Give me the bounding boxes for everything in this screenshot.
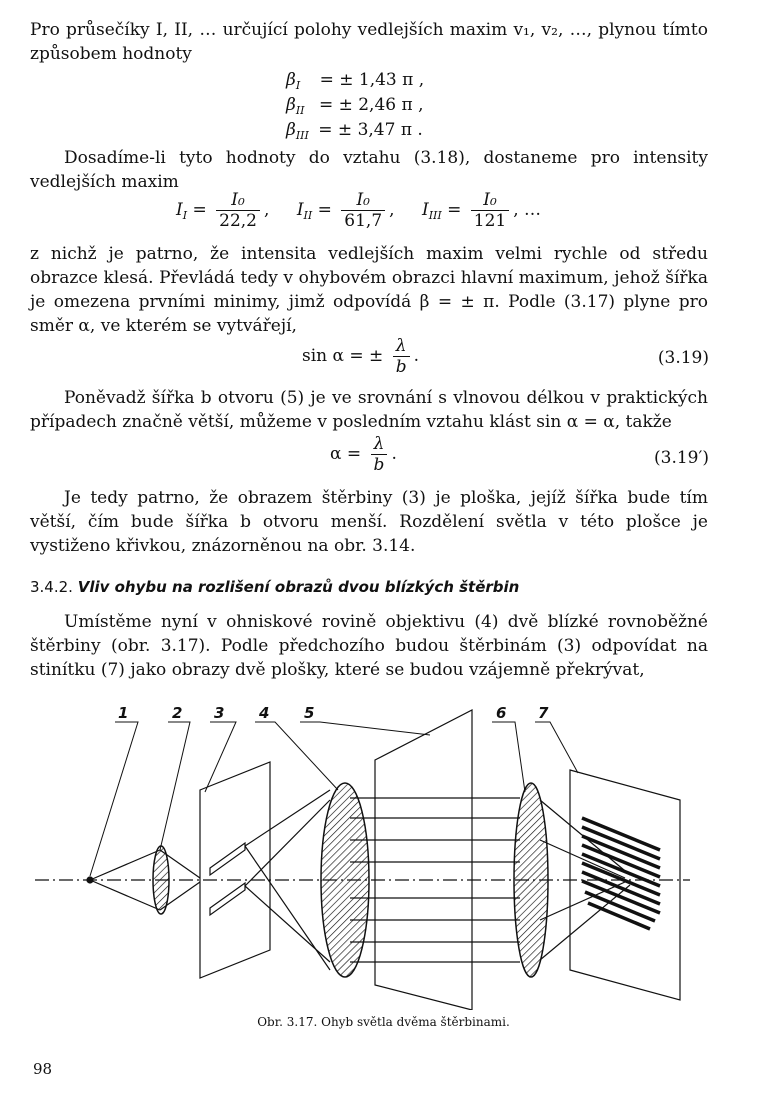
section-heading: 3.4.2. Vliv ohybu na rozlišení obrazů dvou blízkých štěrbin [30, 578, 520, 596]
aperture-plate [375, 710, 472, 1010]
lens-4 [321, 783, 369, 977]
equation-label-3-19-prime: (3.19′) [654, 448, 709, 468]
paragraph-6: Umístěme nyní v ohniskové rovině objektivu (4) dvě blízké rovnoběžné štěrbiny (obr. 3.17). Podle předchozího budou štěrbinám (3) odpovídat na stinítku (7) jako obrazy dvě plošky, které se budou vzájemně překrývat, [30, 612, 708, 680]
section-title: Vliv ohybu na rozlišení obrazů dvou blízkých štěrbin [77, 578, 520, 596]
lens-2 [153, 846, 169, 914]
screen [570, 770, 680, 1000]
equation-3-19: sin α = ± $\frac{\lambda}{b}$ . [302, 336, 419, 377]
paragraph-1: Pro průsečíky I, II, … určující polohy vedlejších maxim v₁, v₂, …, plynou tímto způsobem hodnoty [30, 20, 708, 64]
paragraph-2: Dosadíme-li tyto hodnoty do vztahu (3.18), dostaneme pro intensity vedlejších maxim [30, 148, 708, 192]
fig-label-6: 6 [496, 704, 507, 722]
page-number: 98 [33, 1060, 53, 1078]
fig-label-1: 1 [118, 704, 129, 722]
slit-2 [210, 883, 245, 915]
beta-row-3: $\beta_{III}$ = ± 3,47 π . [286, 120, 423, 142]
equation-label-3-19: (3.19) [657, 348, 709, 368]
equation-3-19-prime: α = $\frac{\lambda}{b}$ . [330, 434, 397, 475]
fig-label-3: 3 [214, 704, 225, 722]
paragraph-5: Je tedy patrno, že obrazem štěrbiny (3) je ploška, jejíž šířka bude tím větší, čím bude šířka b otvoru menší. Rozdělení světla v této plošce je vystiženo křivkou, znázorněnou na obr. 3.14. [30, 488, 708, 556]
paragraph-3: z nichž je patrno, že intensita vedlejších maxim velmi rychle od středu obrazce klesá. Převládá tedy v ohybovém obrazci hlavní maximum, jehož šířka je omezena prvními minimy, jimž odpovídá β = ± π. Podle (3.17) plyne pro směr α, ve kterém se vytvářejí, [30, 244, 708, 336]
intensity-equation: $I_I$ = $\frac{\text{I₀}}{22,2}$ , $I_{II}$ = $\frac{\text{I₀}}{61,7}$ , $I_{III}$ = $\frac{\text{I₀}}{121}$ , … [176, 190, 542, 231]
paragraph-4: Poněvadž šířka b otvoru (5) je ve srovnání s vlnovou délkou v praktických případech značně větší, můžeme v posledním vztahu klást sin α = α, takže [30, 388, 708, 432]
figure-caption: Obr. 3.17. Ohyb světla dvěma štěrbinami. [257, 1015, 510, 1029]
fig-label-5: 5 [304, 704, 315, 722]
fig-label-7: 7 [538, 704, 549, 722]
fringe-pattern [582, 818, 660, 929]
lens-6 [514, 783, 548, 977]
figure-3-17 [0, 700, 767, 1010]
beta-row-2: $\beta_{II}$ = ± 2,46 π , [286, 95, 424, 117]
slit-1 [210, 843, 245, 875]
fig-label-4: 4 [259, 704, 270, 722]
beta-row-1: $\beta_I$ = ± 1,43 π , [286, 70, 425, 92]
fig-label-2: 2 [172, 704, 183, 722]
